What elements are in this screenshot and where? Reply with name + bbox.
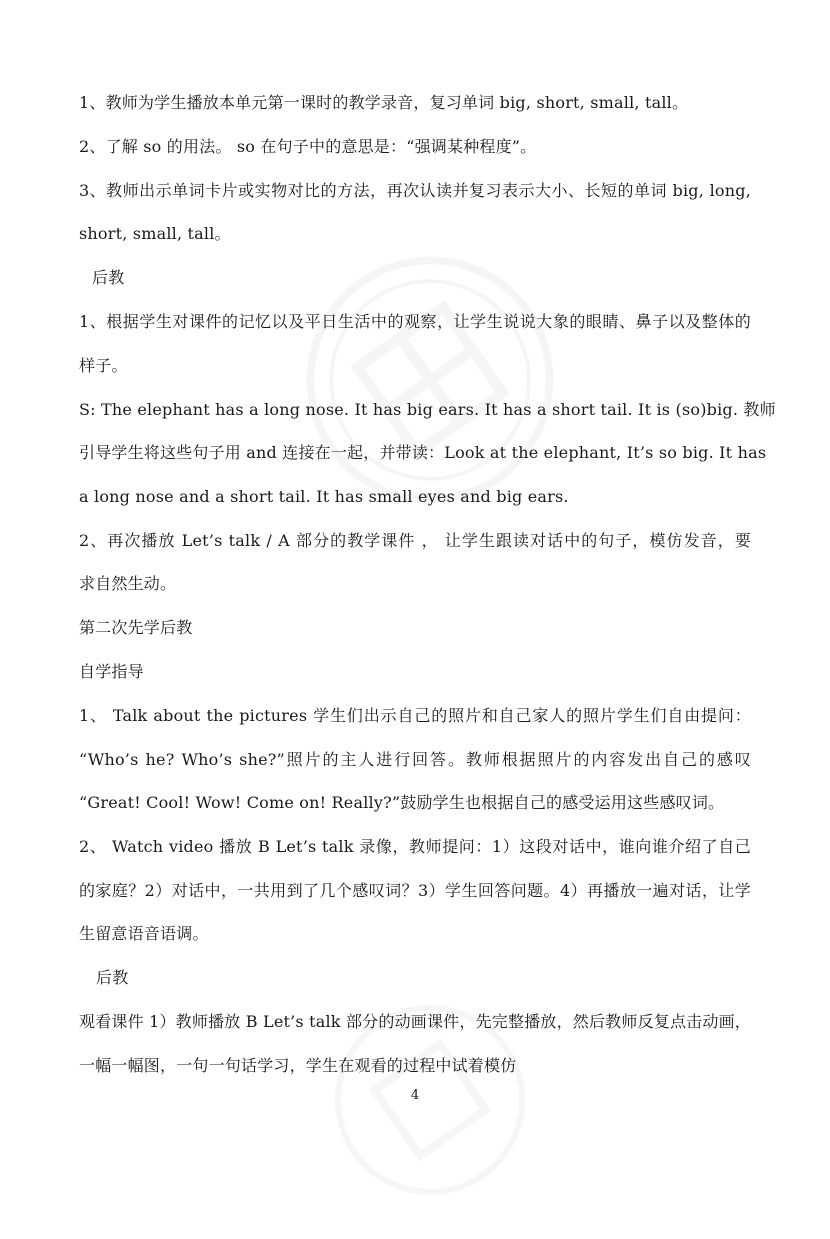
text-line: 一幅一幅图，一句一句话学习，学生在观看的过程中试着模仿: [79, 1056, 517, 1075]
text-line: 样子。: [79, 356, 128, 375]
text-line: 2、 Watch video 播放 B Let’s talk 录像，教师提问：1）这段对话中，谁向谁介绍了自己: [79, 837, 751, 856]
text-line: 2、再次播放 Let’s talk / A 部分的教学课件 ， 让学生跟读对话中的句子，模仿发音，要: [79, 531, 751, 550]
text-line: 引导学生将这些句子用 and 连接在一起，并带读：Look at the elephant, It’s so big. It has: [79, 443, 767, 462]
text-line: 观看课件 1）教师播放 B Let’s talk 部分的动画课件，先完整播放，然后教师反复点击动画，: [79, 1012, 751, 1031]
text-line: a long nose and a short tail. It has small eyes and big ears.: [79, 487, 569, 506]
text-line: short, small, tall。: [79, 224, 231, 243]
text-line: 3、教师出示单词卡片或实物对比的方法，再次认读并复习表示大小、长短的单词 big, long,: [79, 181, 751, 200]
section-heading: 后教: [96, 968, 129, 987]
section-heading: 自学指导: [79, 662, 144, 681]
text-line: S: The elephant has a long nose. It has big ears. It has a short tail. It is (so)big. 教师: [79, 400, 776, 419]
text-line: 1、教师为学生播放本单元第一课时的教学录音，复习单词 big, short, small, tall。: [79, 93, 689, 112]
section-heading: 后教: [92, 268, 125, 287]
text-line: 的家庭？2）对话中，一共用到了几个感叹词？3）学生回答问题。4）再播放一遍对话，让学: [79, 881, 751, 900]
text-line: 2、了解 so 的用法。 so 在句子中的意思是：“强调某种程度”。: [79, 137, 537, 156]
seal-watermark-icon-bottom: [291, 961, 570, 1239]
text-line: 求自然生动。: [79, 574, 177, 593]
page-number: 4: [410, 1088, 420, 1103]
text-line: 1、根据学生对课件的记忆以及平日生活中的观察，让学生说说大象的眼睛、鼻子以及整体的: [79, 312, 751, 331]
text-line: 1、 Talk about the pictures 学生们出示自己的照片和自己家人的照片学生们自由提问：: [79, 706, 751, 725]
section-heading: 第二次先学后教: [79, 618, 193, 637]
text-line: “Great! Cool! Wow! Come on! Really?”鼓励学生也根据自己的感受运用这些感叹词。: [79, 793, 725, 812]
text-line: 生留意语音语调。: [79, 924, 209, 943]
text-line: “Who’s he? Who’s she?”照片的主人进行回答。教师根据照片的内容发出自己的感叹: [79, 750, 751, 769]
